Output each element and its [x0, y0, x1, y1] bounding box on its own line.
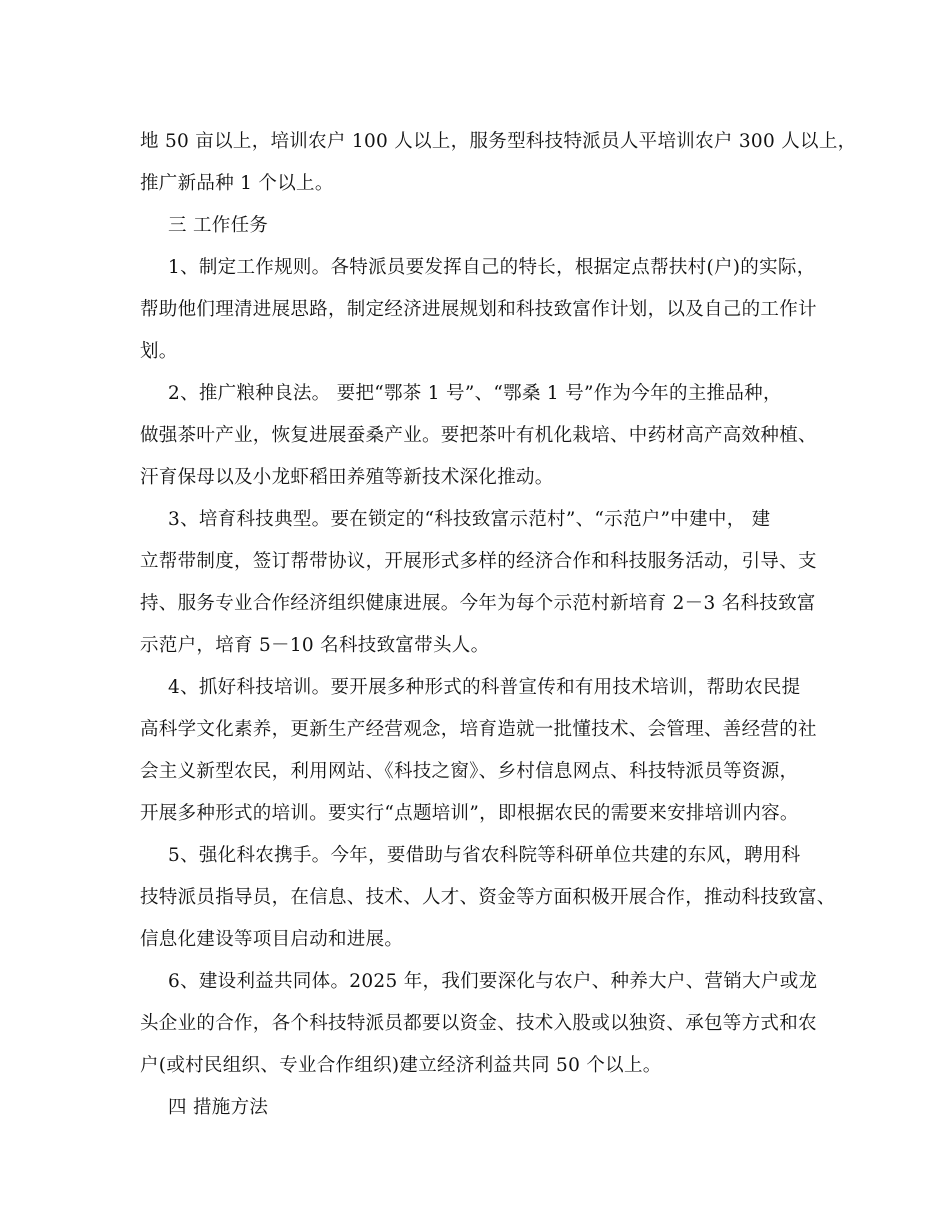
- text-line: 户(或村民组织、专业合作组织)建立经济利益共同 50 个以上。: [140, 1055, 662, 1076]
- text-line: 划。: [140, 341, 178, 362]
- text-line: 2、推广粮种良法。 要把“鄂茶 1 号”、“鄂桑 1 号”作为今年的主推品种，: [168, 383, 782, 404]
- section-heading: 三 工作任务: [168, 215, 269, 236]
- text-line: 汗育保母以及小龙虾稻田养殖等新技术深化推动。: [140, 467, 554, 488]
- text-line: 信息化建设等项目启动和进展。: [140, 929, 404, 950]
- section-heading: 四 措施方法: [168, 1097, 269, 1118]
- text-line: 1、制定工作规则。各特派员要发挥自己的特长，根据定点帮扶村(户)的实际，: [168, 257, 816, 278]
- text-line: 头企业的合作，各个科技特派员都要以资金、技术入股或以独资、承包等方式和农: [140, 1013, 817, 1034]
- text-line: 6、建设利益共同体。2025 年，我们要深化与农户、种养大户、营销大户或龙: [168, 971, 818, 992]
- text-line: 持、服务专业合作经济组织健康进展。今年为每个示范村新培育 2－3 名科技致富: [140, 593, 816, 614]
- text-line: 开展多种形式的培训。要实行“点题培训”，即根据农民的需要来安排培训内容。: [140, 803, 799, 824]
- text-line: 帮助他们理清进展思路，制定经济进展规划和科技致富作计划，以及自己的工作计: [140, 299, 817, 320]
- text-line: 5、强化科农携手。今年，要借助与省农科院等科研单位共建的东风，聘用科: [168, 845, 801, 866]
- text-line: 做强茶叶产业，恢复进展蚕桑产业。要把茶叶有机化栽培、中药材高产高效种植、: [140, 425, 817, 446]
- text-line: 4、抓好科技培训。要开展多种形式的科普宣传和有用技术培训，帮助农民提: [168, 677, 801, 698]
- text-line: 立帮带制度，签订帮带协议，开展形式多样的经济合作和科技服务活动，引导、支: [140, 551, 817, 572]
- text-line: 推广新品种 1 个以上。: [140, 173, 334, 194]
- text-line: 会主义新型农民，利用网站、《科技之窗》、乡村信息网点、科技特派员等资源，: [140, 761, 799, 782]
- text-line: 地 50 亩以上，培训农户 100 人以上，服务型科技特派员人平培训农户 300 人以上，: [140, 131, 857, 152]
- text-line: 3、培育科技典型。要在锁定的“科技致富示范村”、“示范户”中建中， 建: [168, 509, 771, 530]
- text-line: 高科学文化素养，更新生产经营观念，培育造就一批懂技术、会管理、善经营的社: [140, 719, 817, 740]
- text-line: 技特派员指导员，在信息、技术、人才、资金等方面积极开展合作，推动科技致富、: [140, 887, 836, 908]
- text-line: 示范户，培育 5－10 名科技致富带头人。: [140, 635, 490, 656]
